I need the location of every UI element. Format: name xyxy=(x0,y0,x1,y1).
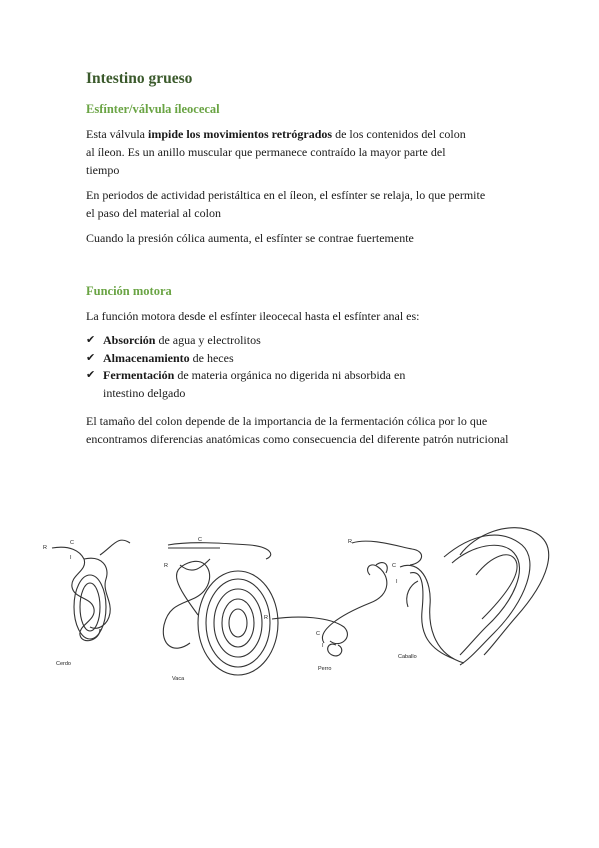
label-r: R xyxy=(348,539,352,545)
pig-intestine-drawing xyxy=(52,540,130,641)
check-icon: ✔ xyxy=(86,334,96,346)
label-r: R xyxy=(264,615,268,621)
paragraph-valvula xyxy=(86,125,466,179)
label-i: I xyxy=(322,643,324,649)
list-item xyxy=(86,350,526,368)
label-i: I xyxy=(396,579,398,585)
label-c: C xyxy=(70,540,74,546)
bold-text: Absorción xyxy=(103,333,156,347)
bold-text: Almacenamiento xyxy=(103,350,190,365)
label-c: C xyxy=(316,631,320,637)
label-r: R xyxy=(43,545,47,551)
text: de los contenidos del colon al íleon. Es un anillo muscular que permanece contraído la mayor parte del tiempo xyxy=(86,127,466,177)
label-r: R xyxy=(164,563,168,569)
paragraph-peristaltica: En periodos de actividad peristáltica en el íleon, el esfínter se relaja, lo que permite el paso del material al colon xyxy=(86,188,486,220)
text: de agua y electrolitos xyxy=(155,333,261,347)
section-title-funcion-motora: Función motora xyxy=(86,284,172,298)
caption-caballo: Caballo xyxy=(398,654,417,660)
bold-text: impide los movimientos retrógrados xyxy=(147,127,333,141)
bold-text: Fermentación xyxy=(103,368,175,382)
list-item xyxy=(86,367,423,402)
cow-intestine-drawing xyxy=(163,543,278,675)
label-c: C xyxy=(198,537,202,543)
function-list xyxy=(86,332,526,402)
caption-perro: Perro xyxy=(318,666,332,672)
check-icon: ✔ xyxy=(86,351,96,364)
paragraph-intro: La función motora desde el esfínter ileocecal hasta el esfínter anal es: xyxy=(86,309,420,323)
text: de heces xyxy=(189,350,234,365)
label-c: C xyxy=(392,563,396,569)
check-icon: ✔ xyxy=(86,369,96,381)
paragraph-closing: El tamaño del colon depende de la importancia de la fermentación cólica por lo que encontramos diferencias anatómicas como consecuencia del diferente patrón nutricional xyxy=(86,414,509,446)
dog-intestine-drawing xyxy=(272,563,387,656)
label-i: I xyxy=(70,555,72,561)
list-item xyxy=(86,332,526,350)
section-title-esfinter: Esfínter/válvula íleocecal xyxy=(86,102,220,116)
text: de materia orgánica no digerida ni absorbida en intestino delgado xyxy=(103,368,406,400)
paragraph-presion: Cuando la presión cólica aumenta, el esfínter se contrae fuertemente xyxy=(86,231,414,245)
text: Esta válvula xyxy=(86,127,148,141)
intestine-comparison-figure xyxy=(40,515,570,685)
caption-cerdo: Cerdo xyxy=(56,661,71,667)
caption-vaca: Vaca xyxy=(172,676,185,682)
page-title: Intestino grueso xyxy=(86,70,193,87)
